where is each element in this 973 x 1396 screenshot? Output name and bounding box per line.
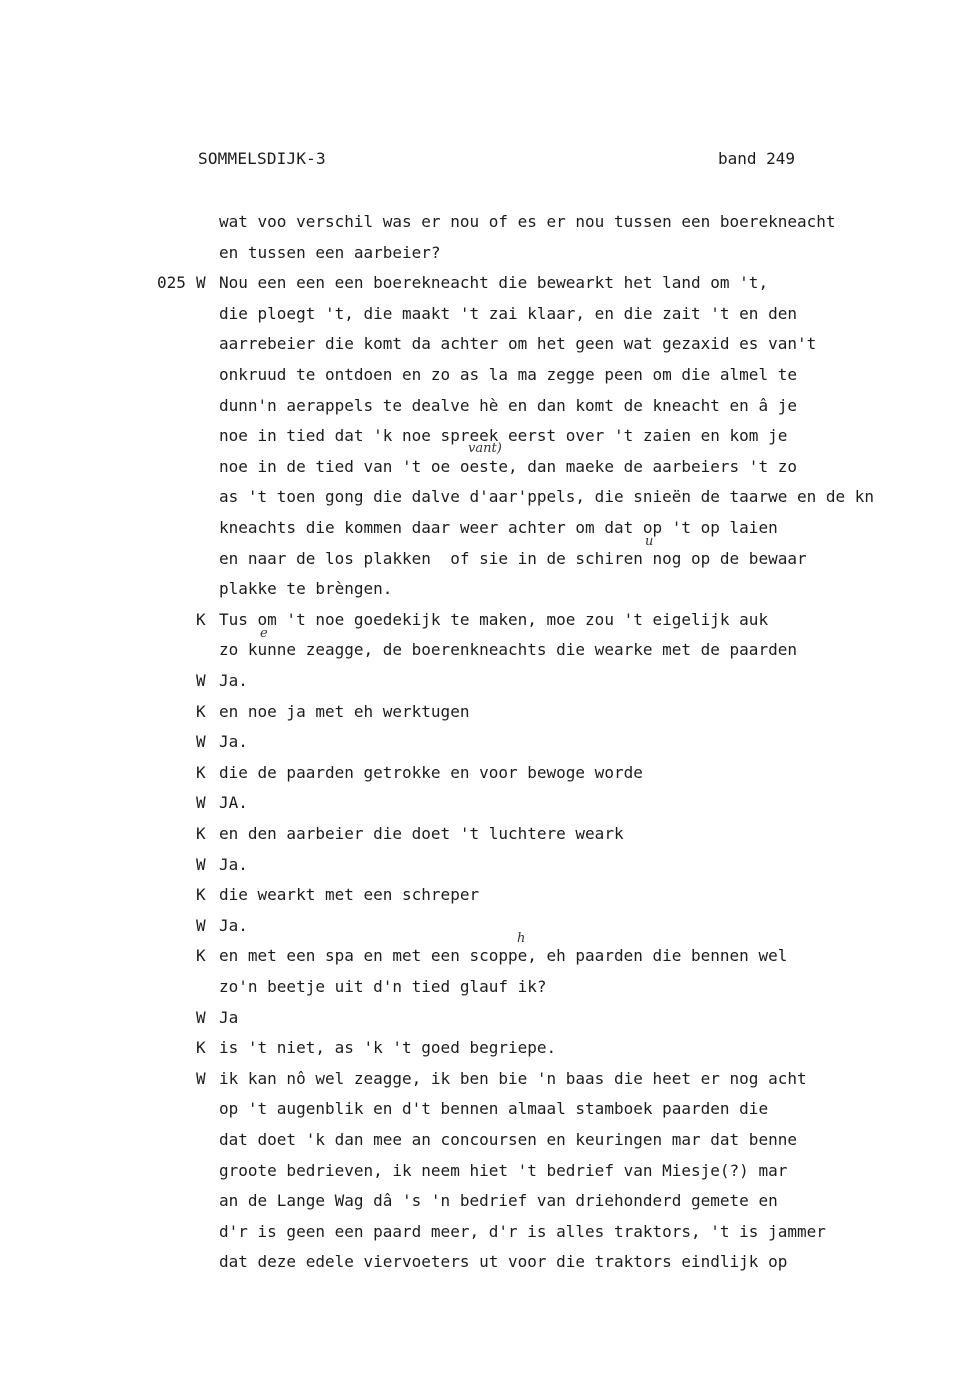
transcript-line	[0, 976, 973, 998]
handwritten-annotation-u: u	[645, 534, 654, 549]
transcript-text: an de Lange Wag dâ 's 'n bedrief van driehonderd gemete en	[219, 1191, 778, 1210]
transcript-text: onkruud te ontdoen en zo as la ma zegge peen om die almel te	[219, 365, 797, 384]
transcript-line	[0, 395, 973, 417]
transcript-line	[0, 945, 973, 967]
transcript-line	[0, 486, 973, 508]
transcript-text: en naar de los plakken of sie in de schiren nog op de bewaar	[219, 549, 807, 568]
transcript-text: d'r is geen een paard meer, d'r is alles traktors, 't is jammer	[219, 1222, 826, 1241]
transcript-text: en tussen een aarbeier?	[219, 243, 441, 262]
speaker-label: W	[196, 732, 206, 751]
transcript-line	[0, 211, 973, 233]
speaker-label: W	[196, 916, 206, 935]
transcript-text: op 't augenblik en d't bennen almaal stamboek paarden die	[219, 1099, 769, 1118]
document-title: SOMMELSDIJK-3	[198, 149, 326, 168]
speaker-label: W	[196, 855, 206, 874]
transcript-text: zo'n beetje uit d'n tied glauf ik?	[219, 977, 547, 996]
speaker-label: W	[196, 1008, 206, 1027]
transcript-text: die ploegt 't, die maakt 't zai klaar, en die zait 't en den	[219, 304, 797, 323]
transcript-text: zo kunne zeagge, de boerenkneachts die wearke met de paarden	[219, 640, 797, 659]
transcript-text: Tus om 't noe goedekijk te maken, moe zou 't eigelijk auk	[219, 610, 769, 629]
speaker-label: W	[196, 671, 206, 690]
transcript-text: Ja.	[219, 916, 248, 935]
transcript-line	[0, 639, 973, 661]
transcript-text: die wearkt met een schreper	[219, 885, 480, 904]
speaker-label: K	[196, 763, 206, 782]
transcript-text: wat voo verschil was er nou of es er nou tussen een boerekneacht	[219, 212, 836, 231]
transcript-line	[0, 364, 973, 386]
transcript-text: Ja	[219, 1008, 239, 1027]
transcript-text: die de paarden getrokke en voor bewoge worde	[219, 763, 643, 782]
transcript-line	[0, 609, 973, 631]
transcript-text: en den aarbeier die doet 't luchtere weark	[219, 824, 624, 843]
transcript-text: kneachts die kommen daar weer achter om dat op 't op laien	[219, 518, 778, 537]
transcript-text: JA.	[219, 793, 248, 812]
transcript-text: noe in tied dat 'k noe spreek eerst over 't zaien en kom je	[219, 426, 788, 445]
transcript-text: ik kan nô wel zeagge, ik ben bie 'n baas die heet er nog acht	[219, 1069, 807, 1088]
transcript-line	[0, 670, 973, 692]
transcript-line	[0, 578, 973, 600]
handwritten-annotation-h: h	[517, 931, 526, 946]
transcript-text: groote bedrieven, ik neem hiet 't bedrief van Miesje(?) mar	[219, 1161, 788, 1180]
transcript-line	[0, 854, 973, 876]
transcript-text: Ja.	[219, 855, 248, 874]
transcript-line	[0, 303, 973, 325]
transcript-line	[0, 823, 973, 845]
speaker-label: W	[196, 793, 206, 812]
transcript-text: plakke te brèngen.	[219, 579, 393, 598]
transcript-line	[0, 701, 973, 723]
transcript-text: Ja.	[219, 671, 248, 690]
transcript-text: Nou een een een boerekneacht die bewearkt het land om 't,	[219, 273, 769, 292]
transcript-line	[0, 1160, 973, 1182]
transcript-text: dat deze edele viervoeters ut voor die traktors eindlijk op	[219, 1252, 788, 1271]
band-number: band 249	[718, 149, 796, 168]
transcript-line	[0, 1068, 973, 1090]
speaker-label: K	[196, 1038, 206, 1057]
transcript-line	[0, 1221, 973, 1243]
transcript-text: noe in de tied van 't oe oeste, dan maeke de aarbeiers 't zo	[219, 457, 797, 476]
transcript-line	[0, 792, 973, 814]
speaker-label: K	[196, 702, 206, 721]
transcript-line	[0, 1251, 973, 1273]
transcript-line	[0, 517, 973, 539]
speaker-label: W	[196, 273, 206, 292]
transcript-line	[0, 884, 973, 906]
transcript-line	[0, 915, 973, 937]
transcript-line	[0, 242, 973, 264]
transcript-text: en met een spa en met een scoppe, eh paarden die bennen wel	[219, 946, 788, 965]
transcript-line	[0, 1190, 973, 1212]
handwritten-annotation-e: e	[260, 626, 268, 641]
speaker-label: W	[196, 1069, 206, 1088]
speaker-label: K	[196, 610, 206, 629]
transcript-text: Ja.	[219, 732, 248, 751]
transcript-line	[0, 333, 973, 355]
speaker-label: K	[196, 946, 206, 965]
transcript-text: aarrebeier die komt da achter om het geen wat gezaxid es van't	[219, 334, 817, 353]
line-number: 025	[157, 273, 186, 292]
transcript-text: en noe ja met eh werktugen	[219, 702, 470, 721]
transcript-line	[0, 1037, 973, 1059]
transcript-text: dat doet 'k dan mee an concoursen en keuringen mar dat benne	[219, 1130, 797, 1149]
transcript-line	[0, 1129, 973, 1151]
transcript-text: dunn'n aerappels te dealve hè en dan komt de kneacht en â je	[219, 396, 797, 415]
transcript-line	[0, 456, 973, 478]
transcript-line	[0, 272, 973, 294]
transcript-line	[0, 1098, 973, 1120]
transcript-text: is 't niet, as 'k 't goed begriepe.	[219, 1038, 557, 1057]
transcript-line	[0, 731, 973, 753]
transcript-line	[0, 762, 973, 784]
speaker-label: K	[196, 824, 206, 843]
speaker-label: K	[196, 885, 206, 904]
transcript-text: as 't toen gong die dalve d'aar'ppels, die snieën de taarwe en de kn	[219, 487, 875, 506]
handwritten-annotation-vant: vant)	[468, 441, 502, 456]
transcript-line	[0, 1007, 973, 1029]
transcript-line	[0, 548, 973, 570]
